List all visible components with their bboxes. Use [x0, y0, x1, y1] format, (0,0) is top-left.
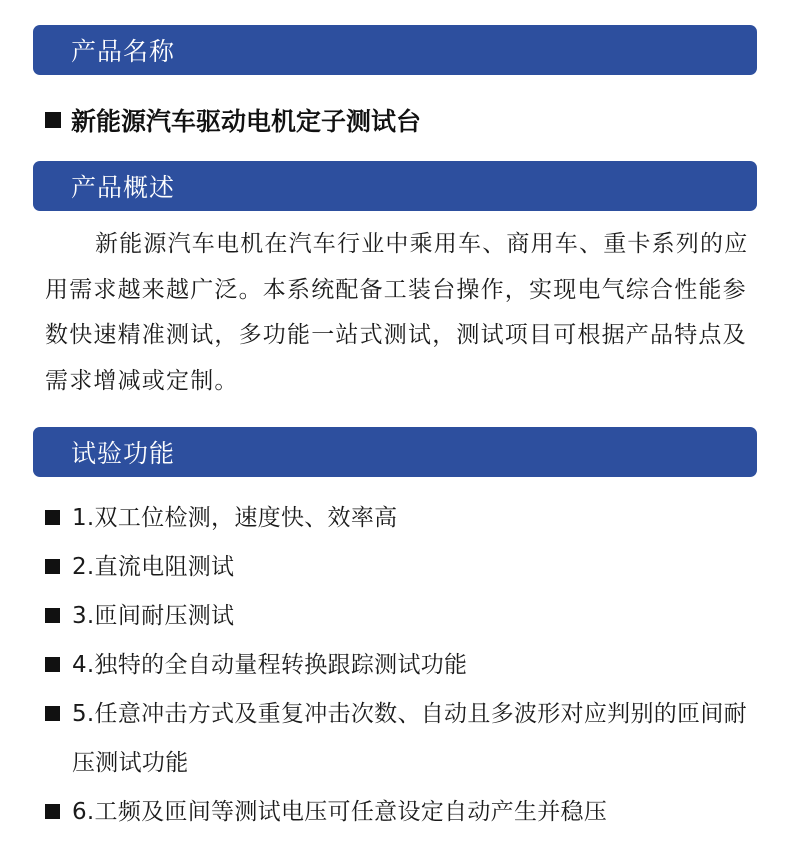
section-title: 产品名称: [71, 37, 176, 66]
square-bullet-icon: [45, 804, 60, 819]
section-title: 产品概述: [71, 173, 176, 202]
list-item: [45, 592, 757, 641]
feature-text: 4.独特的全自动量程转换跟踪测试功能: [72, 652, 468, 678]
product-name-line: [45, 100, 421, 140]
square-bullet-icon: [45, 608, 60, 623]
list-item: [45, 641, 757, 690]
feature-text: 3.匝间耐压测试: [72, 603, 235, 629]
overview-text: 新能源汽车电机在汽车行业中乘用车、商用车、重卡系列的应用需求越来越广泛。本系统配备工装台操作，实现电气综合性能参数快速精准测试，多功能一站式测试，测试项目可根据产品特点及需求增减或定制。: [45, 231, 749, 394]
square-bullet-icon: [45, 112, 61, 128]
overview-paragraph: [45, 222, 757, 404]
list-item: [45, 543, 757, 592]
list-item: [45, 788, 757, 837]
feature-text: 1.双工位检测，速度快、效率高: [72, 505, 398, 531]
feature-text: 2.直流电阻测试: [72, 554, 235, 580]
section-header-overview: [33, 161, 757, 211]
feature-text: 6.工频及匝间等测试电压可任意设定自动产生并稳压: [72, 799, 608, 825]
list-item: [45, 494, 757, 543]
section-header-product-name: [33, 25, 757, 75]
section-header-features: [33, 427, 757, 477]
square-bullet-icon: [45, 657, 60, 672]
feature-text: 5.任意冲击方式及重复冲击次数、自动且多波形对应判别的匝间耐压测试功能: [72, 701, 747, 776]
product-name: 新能源汽车驱动电机定子测试台: [71, 107, 422, 136]
section-title: 试验功能: [71, 439, 176, 468]
square-bullet-icon: [45, 510, 60, 525]
feature-list: [45, 494, 757, 837]
square-bullet-icon: [45, 559, 60, 574]
square-bullet-icon: [45, 706, 60, 721]
list-item: [45, 690, 757, 788]
